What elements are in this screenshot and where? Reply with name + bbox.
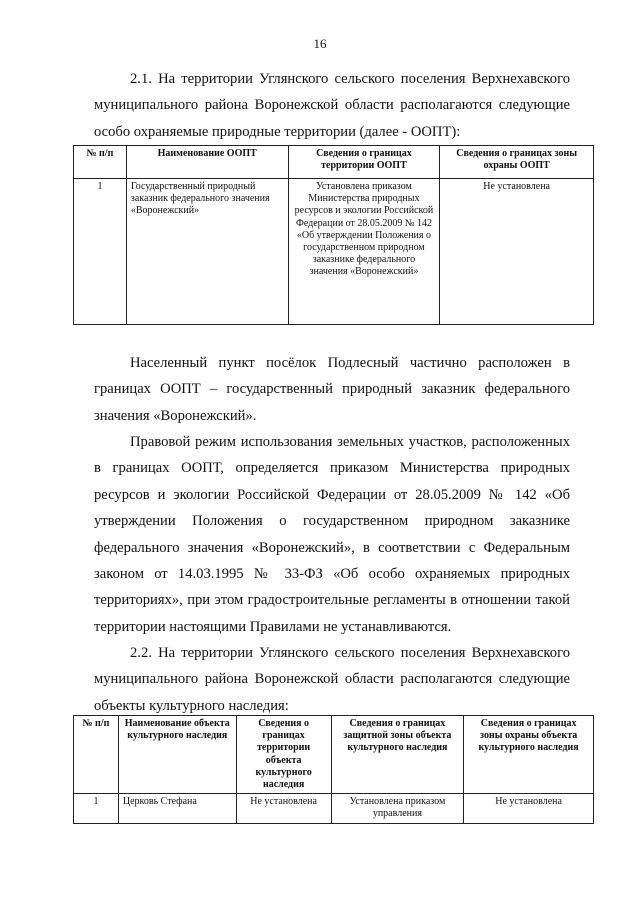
oopt-table (73, 145, 594, 325)
cell-territory: Установлена приказом Министерства природных ресурсов и экологии Российской Федерации от 28.05.2009 № 142 «Об утверждении Положения о государственном природном заказнике федерального значения «Воронежский» (288, 179, 440, 325)
section-2-2-intro: 2.2. На территории Углянского сельского поселения Верхнехавского муниципального района Воронежской области располагаются следующие объекты культурного наследия: (94, 645, 570, 714)
table-header-row (74, 716, 594, 794)
header-territory: Сведения о границах территории объекта культурного наследия (236, 716, 331, 794)
header-territory: Сведения о границах территории ООПТ (288, 146, 440, 179)
page-number: 16 (313, 36, 327, 51)
section-2-1-intro: 2.1. На территории Углянского сельского поселения Верхнехавского муниципального района Воронежской области располагаются следующие особо охраняемые природные территории (далее - ООПТ): (94, 71, 570, 140)
header-num: № п/п (74, 146, 127, 179)
header-zone: Сведения о границах зоны охраны ООПТ (440, 146, 594, 179)
heritage-table (73, 715, 594, 824)
cell-zone: Не установлена (440, 179, 594, 325)
header-name: Наименование объекта культурного наследия (118, 716, 236, 794)
header-num: № п/п (74, 716, 119, 794)
table-row (74, 794, 594, 823)
table-row (74, 179, 594, 325)
cell-security-zone: Не установлена (464, 794, 594, 823)
cell-protective-zone: Установлена приказом управления (331, 794, 464, 823)
header-name: Наименование ООПТ (126, 146, 288, 179)
paragraph-settlement: Населенный пункт посёлок Подлесный частично расположен в границах ООПТ – государственный природный заказник федерального значения «Воронежский». (94, 355, 570, 424)
cell-name: Государственный природный заказник федерального значения «Воронежский» (126, 179, 288, 325)
table-header-row (74, 146, 594, 179)
cell-num: 1 (74, 794, 119, 823)
cell-num: 1 (74, 179, 127, 325)
paragraph-legal-regime: Правовой режим использования земельных участков, расположенных в границах ООПТ, определяется приказом Министерства природных ресурсов и экологии Российской Федерации от 28.05.2009 № 142 «Об утверждении Положения о государственном природном заказнике федерального значения «Воронежский», в соответствии с Федеральным законом от 14.03.1995 № 33-ФЗ «Об особо охраняемых природных территориях», при этом градостроительные регламенты в отношении такой территории настоящими Правилами не устанавливаются. (94, 434, 570, 635)
header-security-zone: Сведения о границах зоны охраны объекта культурного наследия (464, 716, 594, 794)
header-protective-zone: Сведения о границах защитной зоны объекта культурного наследия (331, 716, 464, 794)
cell-name: Церковь Стефана (118, 794, 236, 823)
cell-territory: Не установлена (236, 794, 331, 823)
